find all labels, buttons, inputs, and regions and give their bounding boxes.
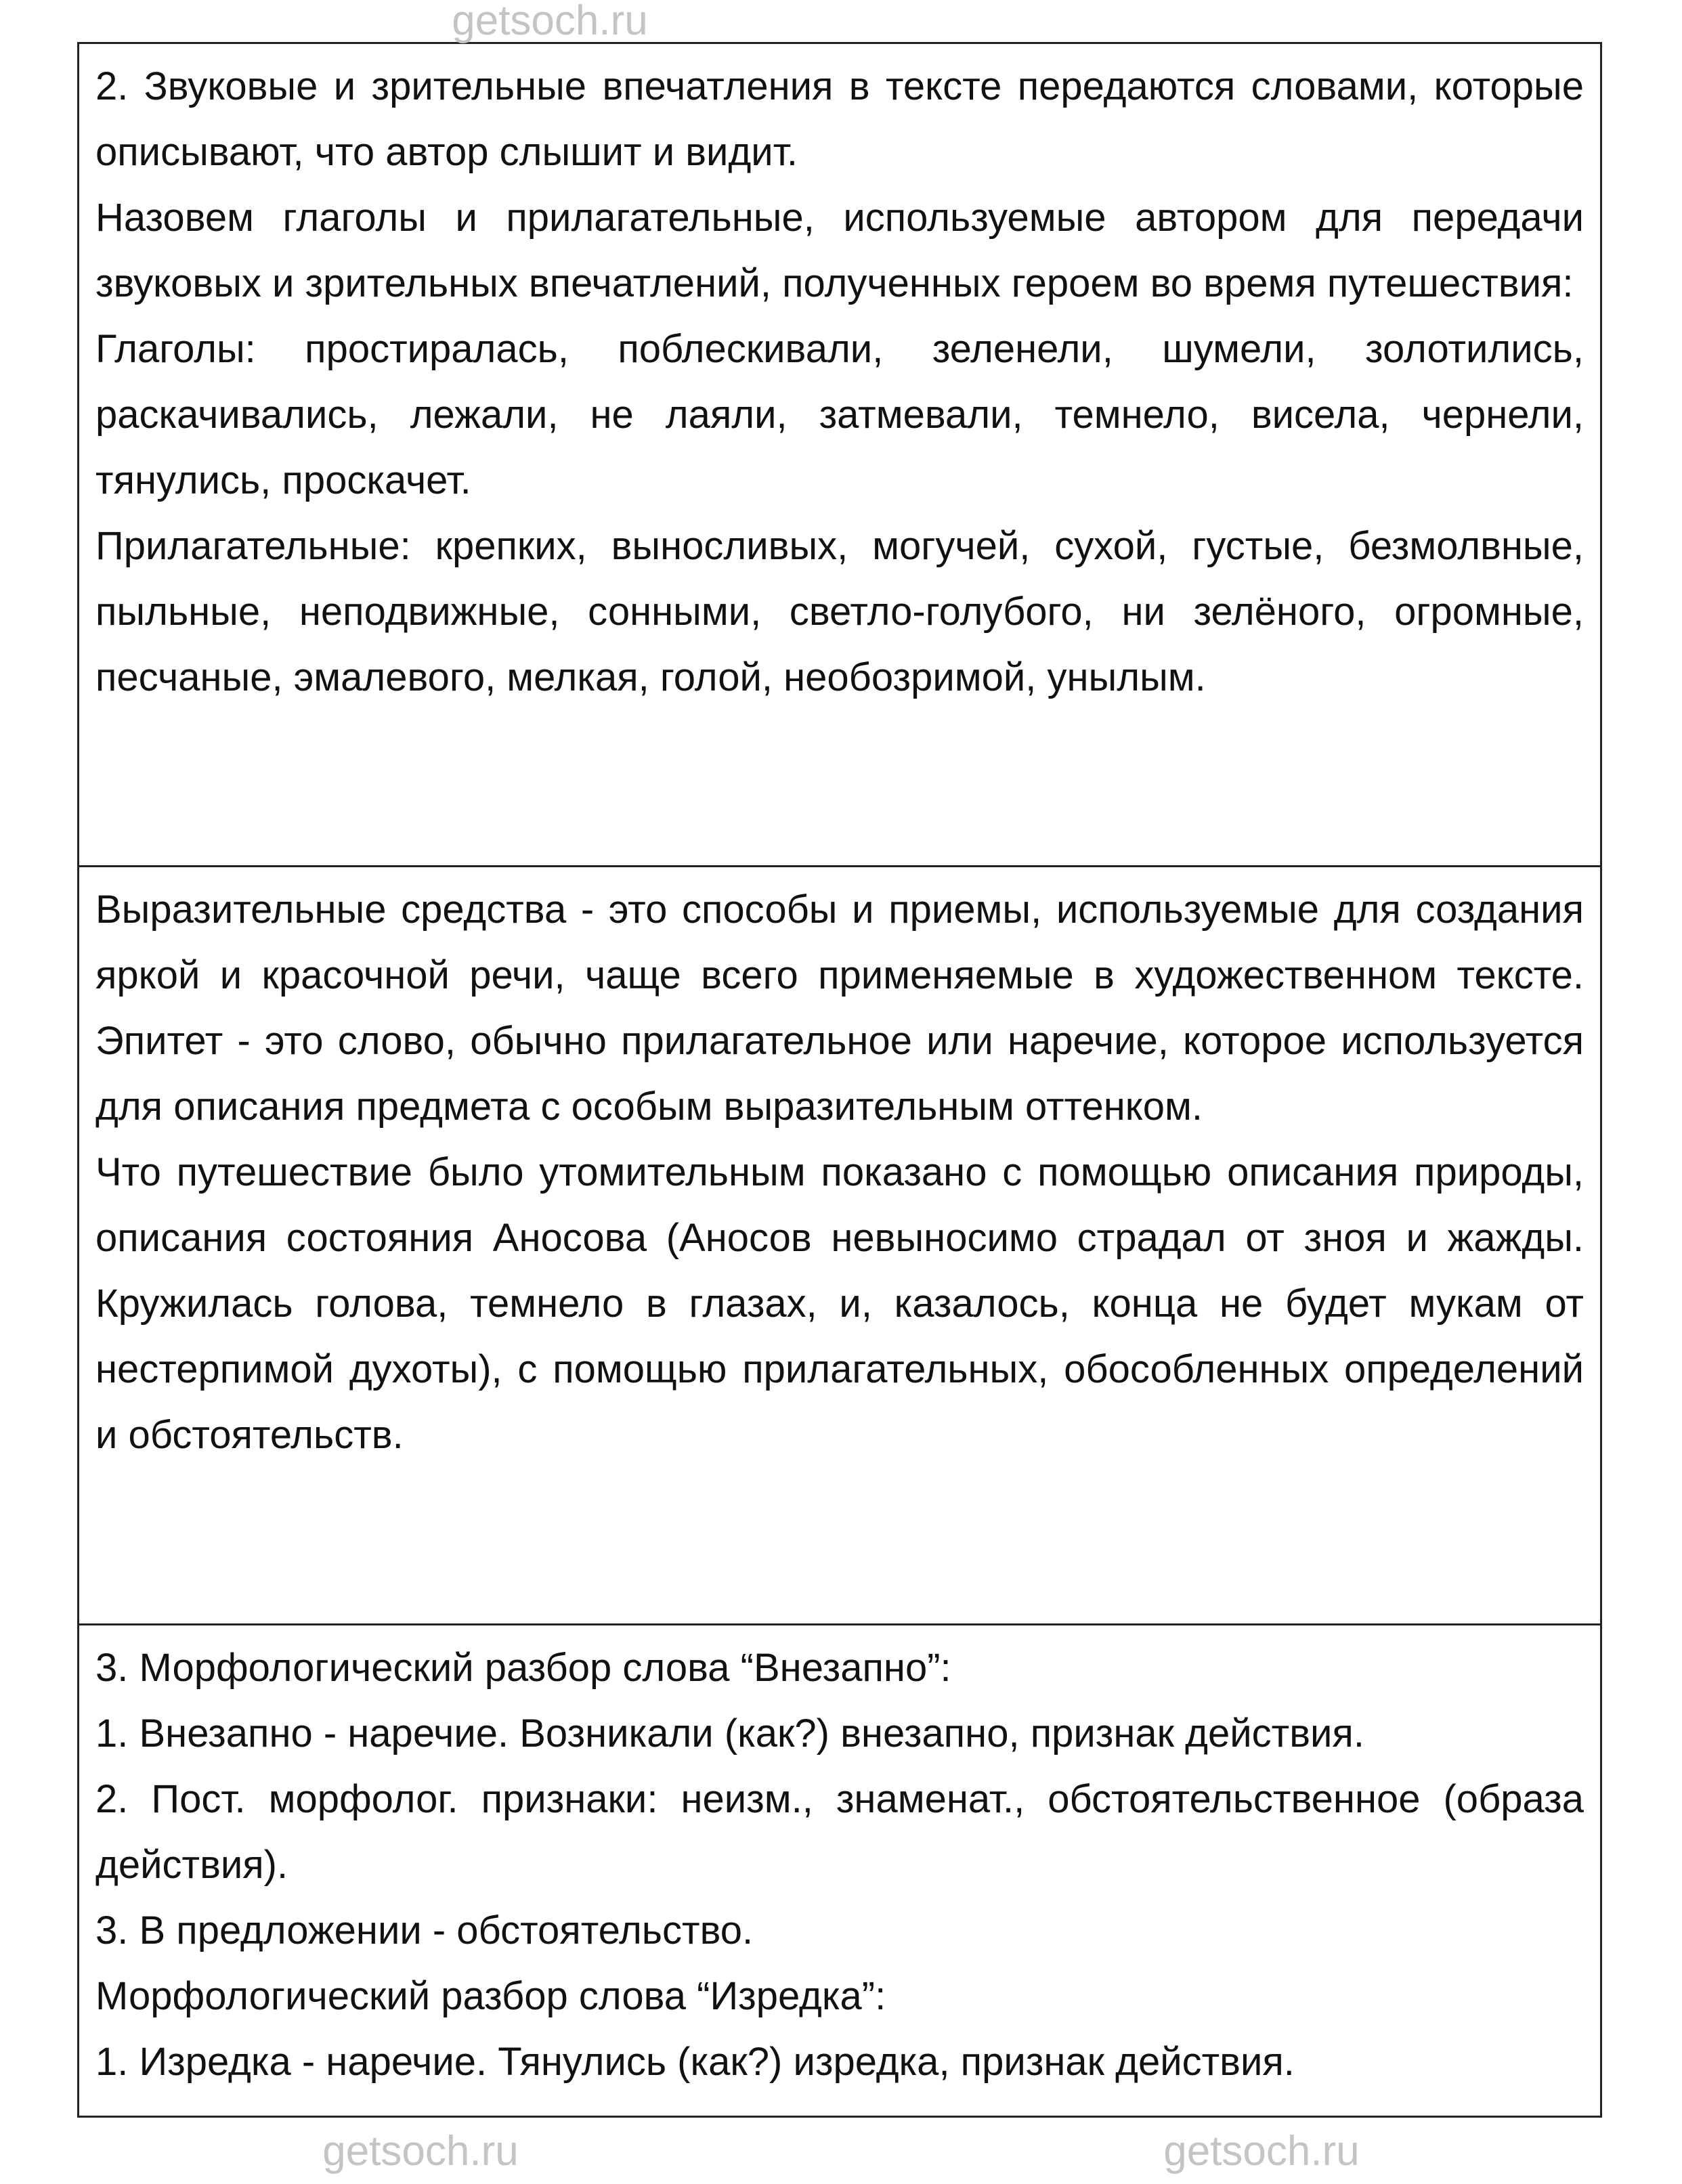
paragraph: 3. В предложении - обстоятельство.	[95, 1908, 754, 1952]
paragraph: Назовем глаголы и прилагательные, используемые автором для передачи звуковых и зрительных впечатлений, полученных героем во время путешествия:	[95, 196, 1584, 305]
watermark: getsoch.ru	[1163, 2128, 1360, 2175]
paragraph: 2. Пост. морфолог. признаки: неизм., знаменат., обстоятельственное (образа действия).	[95, 1777, 1584, 1887]
paragraph: 1. Внезапно - наречие. Возникали (как?) внезапно, признак действия.	[95, 1711, 1364, 1755]
watermark: getsoch.ru	[322, 2128, 519, 2175]
table-row-expressive-means	[79, 865, 1600, 1623]
table-row-sound-visual	[79, 44, 1600, 865]
watermark-row	[0, 2127, 1682, 2176]
paragraph: 2. Звуковые и зрительные впечатления в тексте передаются словами, которые описывают, что автор слышит и видит.	[95, 64, 1584, 174]
watermark: getsoch.ru	[452, 0, 648, 44]
paragraph: Прилагательные: крепких, выносливых, могучей, сухой, густые, безмолвные, пыльные, неподвижные, сонными, светло-голубого, ни зелёного, огромные, песчаные, эмалевого, мелкая, голой, необозримой, унылым.	[95, 524, 1584, 699]
table-row-morphology	[79, 1623, 1600, 2116]
paragraph: Что путешествие было утомительным показано с помощью описания природы, описания состояния Аносова (Аносов невыносимо страдал от зноя и жажды. Кружилась голова, темнело в глазах, и, казалось, конца не будет мукам от нестерпимой духоты), с помощью прилагательных, обособленных определений и обстоятельств.	[95, 1150, 1584, 1457]
answer-table	[77, 42, 1602, 2118]
paragraph: 1. Изредка - наречие. Тянулись (как?) изредка, признак действия.	[95, 2040, 1295, 2084]
paragraph: Глаголы: простиралась, поблескивали, зеленели, шумели, золотились, раскачивались, лежали, не лаяли, затмевали, темнело, висела, чернели, тянулись, проскачет.	[95, 327, 1584, 502]
paragraph: 3. Морфологический разбор слова “Внезапно”:	[95, 1646, 951, 1690]
paragraph: Морфологический разбор слова “Изредка”:	[95, 1974, 886, 2018]
paragraph: Выразительные средства - это способы и приемы, используемые для создания яркой и красочной речи, чаще всего применяемые в художественном тексте. Эпитет - это слово, обычно прилагательное или наречие, которое используется для описания предмета с особым выразительным оттенком.	[95, 888, 1584, 1129]
